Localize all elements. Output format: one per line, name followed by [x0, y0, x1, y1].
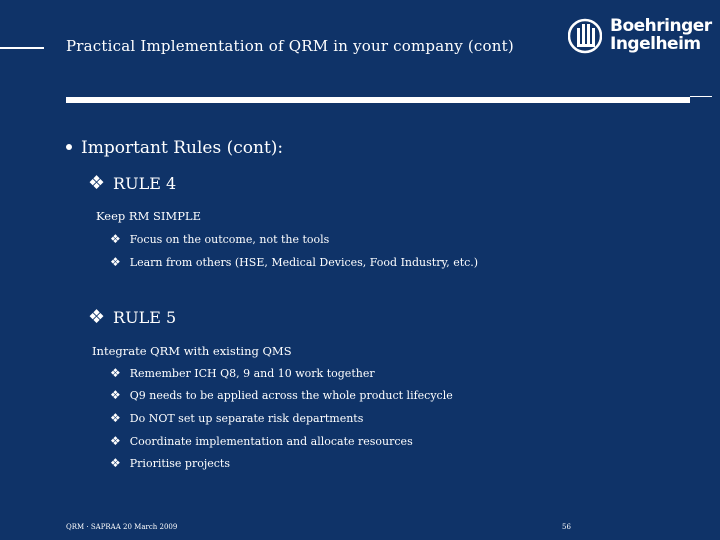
rule4-item: ❖ Focus on the outcome, not the tools [110, 232, 330, 246]
rule5-heading-text: RULE 5 [113, 308, 177, 327]
rule4-subtitle: Keep RM SIMPLE [96, 209, 201, 223]
rule4-heading-text: RULE 4 [113, 174, 177, 193]
diamond-bullet-icon: ❖ [110, 456, 121, 470]
rule5-item: ❖ Coordinate implementation and allocate resources [110, 434, 413, 448]
diamond-bullet-icon: ❖ [110, 366, 121, 380]
slide-title: Practical Implementation of QRM in your company (cont) [66, 37, 514, 55]
diamond-bullet-icon: ❖ [88, 306, 106, 328]
rule5-item: ❖ Do NOT set up separate risk departments [110, 411, 364, 425]
boehringer-logo-icon [568, 18, 602, 54]
diamond-bullet-icon: ❖ [110, 388, 121, 402]
logo-line-2: Ingelheim [610, 34, 701, 54]
rule5-item: ❖ Prioritise projects [110, 456, 231, 470]
header-divider-tail [690, 96, 712, 97]
diamond-bullet-icon: ❖ [110, 411, 121, 425]
header-divider [66, 97, 690, 103]
rule4-heading [88, 172, 176, 194]
rule5-subtitle: Integrate QRM with existing QMS [92, 344, 292, 358]
diamond-bullet-icon: ❖ [110, 434, 121, 448]
logo-line-1: Boehringer [610, 16, 712, 36]
rule5-item: ❖ Q9 needs to be applied across the whole product lifecycle [110, 388, 453, 402]
diamond-bullet-icon: ❖ [110, 232, 121, 246]
intro-text: Important Rules (cont): [81, 138, 284, 158]
round-bullet-icon [66, 144, 72, 150]
company-logo [568, 16, 712, 56]
intro-bullet [66, 138, 283, 158]
diamond-bullet-icon: ❖ [88, 172, 106, 194]
rule5-heading [88, 306, 176, 328]
page-number: 56 [562, 523, 571, 531]
title-rule [0, 47, 44, 49]
rule5-item: ❖ Remember ICH Q8, 9 and 10 work together [110, 366, 375, 380]
rule4-item: ❖ Learn from others (HSE, Medical Devices, Food Industry, etc.) [110, 255, 479, 269]
diamond-bullet-icon: ❖ [110, 255, 121, 269]
footer-text: QRM · SAPRAA 20 March 2009 [66, 523, 178, 531]
